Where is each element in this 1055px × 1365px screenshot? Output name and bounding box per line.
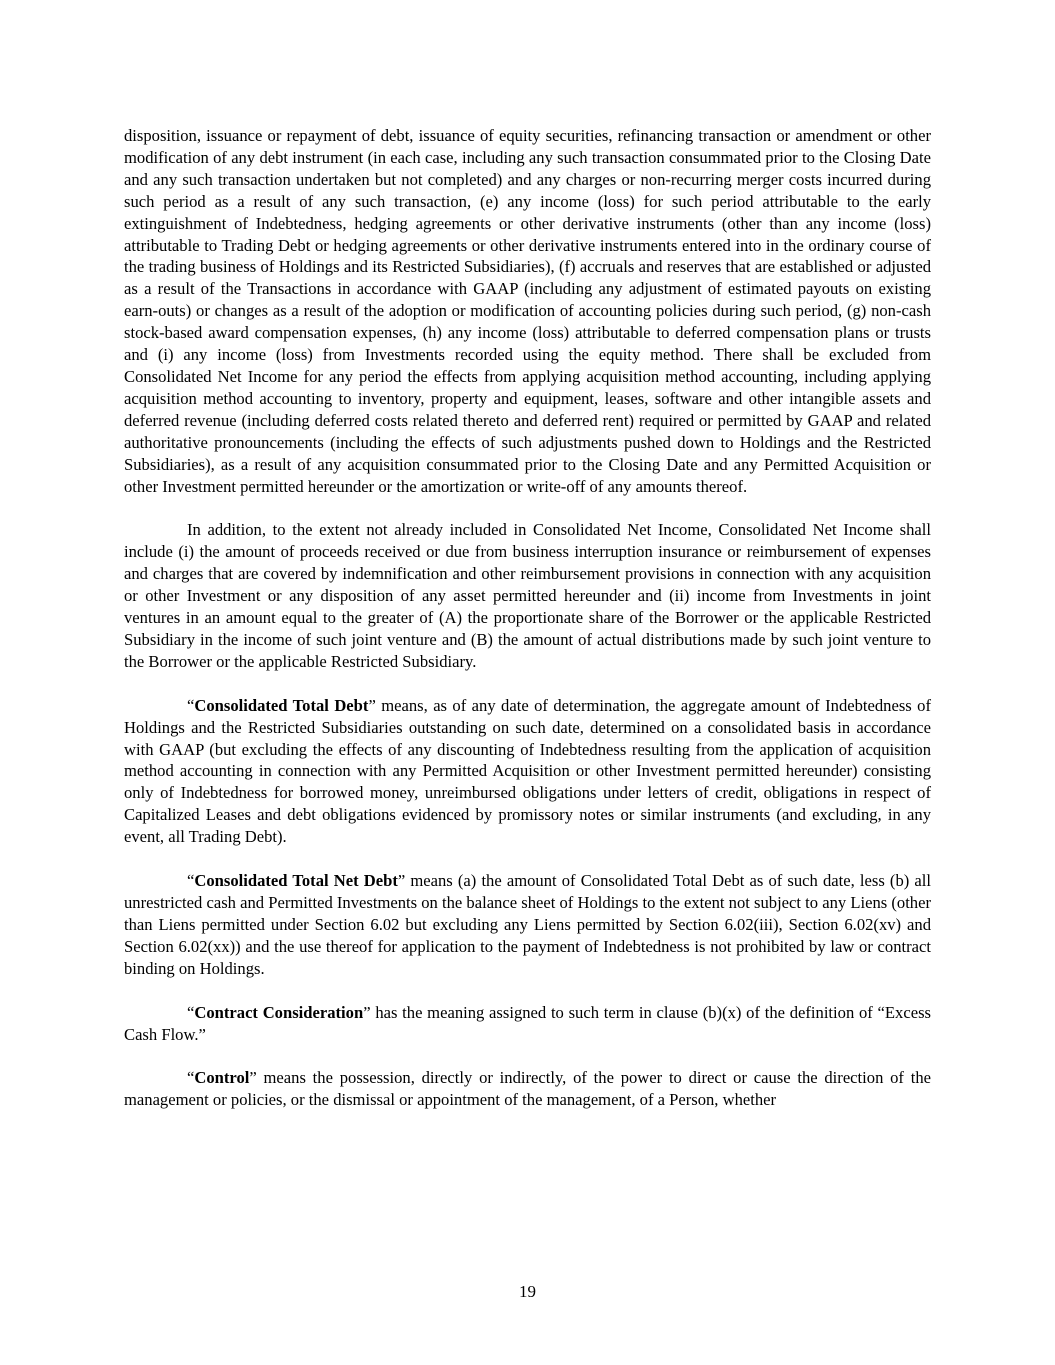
definition-text: means, as of any date of determination, the aggregate amount of Indebtedness of Holdings and the Restricted Subsidiaries outstanding on such date, determined on a consolidated basis in accordance with GAAP (but excluding the effects of any discounting of Indebtedness resulting from the application of acquisition method accounting in connection with any Permitted Acquisition or other Investment permitted hereunder) consisting only of Indebtedness for borrowed money, unreimbursed obligations under letters of credit, obligations in respect of Capitalized Leases and debt obligations evidenced by promissory notes or similar instruments (and excluding, in any event, all Trading Debt). [124, 695, 931, 847]
definition-text: means the possession, directly or indirectly, of the power to direct or cause the direction of the management or policies, or the dismissal or appointment of the management, of a Person, whether [124, 1068, 931, 1110]
paragraph-text: disposition, issuance or repayment of debt, issuance of equity securities, refinancing transaction or amendment or other modification of any debt instrument (in each case, including any such transaction consummated prior to the Closing Date and any such transaction undertaken but not completed) and any charges or non-recurring merger costs incurred during such period as a result of any such transaction, (e) any income (loss) for such period attributable to the early extinguishment of Indebtedness, hedging agreements or other derivative instruments (other than any income (loss) attributable to Trading Debt or hedging agreements or other derivative instruments entered into in the ordinary course of the trading business of Holdings and its Restricted Subsidiaries), (f) accruals and reserves that are established or adjusted as a result of the Transactions in accordance with GAAP (including any adjustment of estimated payouts on existing earn-outs) or changes as a result of the adoption or modification of accounting policies during such period, (g) non-cash stock-based award compensation expenses, (h) any income (loss) attributable to deferred compensation plans or trusts and (i) any income (loss) from Investments recorded using the equity method. There shall be excluded from Consolidated Net Income for any period the effects from applying acquisition method accounting, including applying acquisition method accounting to inventory, property and equipment, leases, software and other intangible assets and deferred revenue (including deferred costs related thereto and deferred rent) required or permitted by GAAP and related authoritative pronouncements (including the effects of such adjustments pushed down to Holdings and the Restricted Subsidiaries), as a result of any acquisition consummated prior to the Closing Date and any Permitted Acquisition or other Investment permitted hereunder or the amortization or write-off of any amounts thereof. [124, 126, 931, 496]
open-quote: “ [187, 871, 195, 891]
page-number: 19 [519, 1282, 536, 1301]
open-quote: “ [187, 1068, 195, 1088]
defined-term: Control [194, 1068, 250, 1088]
document-body [124, 125, 931, 1133]
defined-term: Consolidated Total Debt [194, 695, 369, 715]
definition-text: means (a) the amount of Consolidated Total Debt as of such date, less (b) all unrestricted cash and Permitted Investments on the balance sheet of Holdings to the extent not subject to any Liens (other than Liens permitted under Section 6.02 but excluding any Liens permitted by Section 6.02(iii), Section 6.02(xv) and Section 6.02(xx)) and the use thereof for application to the payment of Indebtedness is not prohibited by law or contract binding on Holdings. [124, 871, 931, 978]
definition-consolidated-total-debt [124, 695, 931, 848]
close-quote: ” [363, 1002, 371, 1022]
definition-text: has the meaning assigned to such term in clause (b)(x) of the definition of “Excess Cash Flow.” [124, 1002, 931, 1044]
defined-term: Contract Consideration [194, 1002, 364, 1022]
open-quote: “ [187, 1002, 195, 1022]
definition-contract-consideration [124, 1002, 931, 1046]
paragraph-additional-net-income [124, 519, 931, 672]
defined-term: Consolidated Total Net Debt [194, 871, 398, 891]
close-quote: ” [397, 871, 406, 891]
paragraph-consolidated-net-income-continued [124, 125, 931, 497]
definition-control [124, 1067, 931, 1111]
paragraph-text: In addition, to the extent not already included in Consolidated Net Income, Consolidated Net Income shall include (i) the amount of proceeds received or due from business interruption insurance or reimbursement of expenses and charges that are covered by indemnification and other reimbursement provisions in connection with any acquisition or other Investment or any disposition of any asset permitted hereunder and (ii) income from Investments in joint ventures in an amount equal to the greater of (A) the proportionate share of the Borrower or the applicable Restricted Subsidiary in the income of such joint venture and (B) the amount of actual distributions made by such joint venture to the Borrower or the applicable Restricted Subsidiary. [124, 520, 931, 671]
definition-consolidated-total-net-debt [124, 870, 931, 980]
open-quote: “ [187, 695, 195, 715]
close-quote: ” [368, 695, 376, 715]
close-quote: ” [249, 1068, 257, 1088]
